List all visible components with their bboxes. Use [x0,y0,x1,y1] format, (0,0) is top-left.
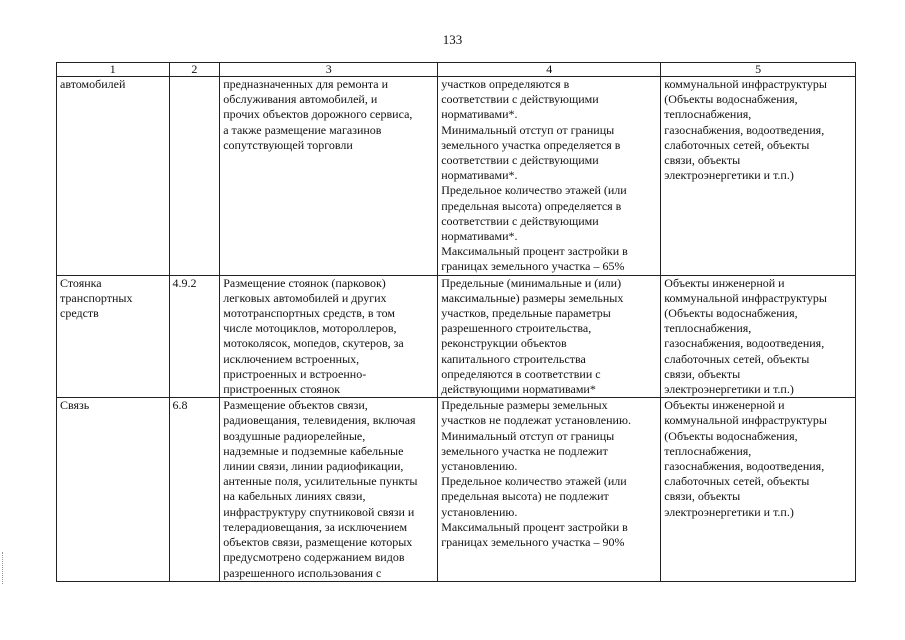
use-code-cell [169,77,220,276]
use-code-cell: 4.9.2 [169,275,220,398]
header-row [57,63,856,77]
column-header-1: 1 [57,63,170,77]
auxiliary-uses-cell: Объекты инженерной и коммунальной инфраструктуры (Объекты водоснабжения, теплоснабжения, газоснабжения, водоотведения, слаботочных сетей, объекты связи, объекты электроэнергетики и т.п.) [661,275,856,398]
column-header-2: 2 [169,63,220,77]
parameters-cell: Предельные (минимальные и (или) максимальные) размеры земельных участков, предельные параметры разрешенного строительства, реконструкции объектов капитального строительства определяются в соответствии с действующими нормативами* [438,275,661,398]
table-row [57,77,856,276]
land-use-table [56,62,856,582]
use-name-cell: Связь [57,398,170,581]
parameters-cell: Предельные размеры земельных участков не подлежат установлению. Минимальный отступ от границы земельного участка не подлежит установлению. Предельное количество этажей (или предельная высота) не подлежит установлению. Максимальный процент застройки в границах земельного участка – 90% [438,398,661,581]
page-number: 133 [442,32,463,47]
table-row [57,275,856,398]
use-code-cell: 6.8 [169,398,220,581]
parameters-cell: участков определяются в соответствии с действующими нормативами*. Минимальный отступ от границы земельного участка определяется в соответствии с действующими нормативами*. Предельное количество этажей (или предельная высота) определяется в соответствии с действующими нормативами*. Максимальный процент застройки в границах земельного участка – 65% [438,77,661,276]
scan-margin-mark [2,552,7,584]
table-row [57,398,856,581]
column-header-4: 4 [438,63,661,77]
auxiliary-uses-cell: коммунальной инфраструктуры (Объекты водоснабжения, теплоснабжения, газоснабжения, водоотведения, слаботочных сетей, объекты связи, объекты электроэнергетики и т.п.) [661,77,856,276]
use-name-cell: автомобилей [57,77,170,276]
column-header-5: 5 [661,63,856,77]
use-description-cell: предназначенных для ремонта и обслуживания автомобилей, и прочих объектов дорожного сервиса, а также размещение магазинов сопутствующей торговли [220,77,438,276]
column-header-3: 3 [220,63,438,77]
use-description-cell: Размещение объектов связи, радиовещания, телевидения, включая воздушные радиорелейные, надземные и подземные кабельные линии связи, линии радиофикации, антенные поля, усилительные пункты на кабельных линиях связи, инфраструктуру спутниковой связи и телерадиовещания, за исключением объектов связи, размещение которых предусмотрено содержанием видов разрешенного использования с [220,398,438,581]
auxiliary-uses-cell: Объекты инженерной и коммунальной инфраструктуры (Объекты водоснабжения, теплоснабжения, газоснабжения, водоотведения, слаботочных сетей, объекты связи, объекты электроэнергетики и т.п.) [661,398,856,581]
use-name-cell: Стоянка транспортных средств [57,275,170,398]
use-description-cell: Размещение стоянок (парковок) легковых автомобилей и других мототранспортных средств, в том числе мотоциклов, мотороллеров, мотоколясок, мопедов, скутеров, за исключением встроенных, пристроенных и встроенно- пристроенных стоянок [220,275,438,398]
